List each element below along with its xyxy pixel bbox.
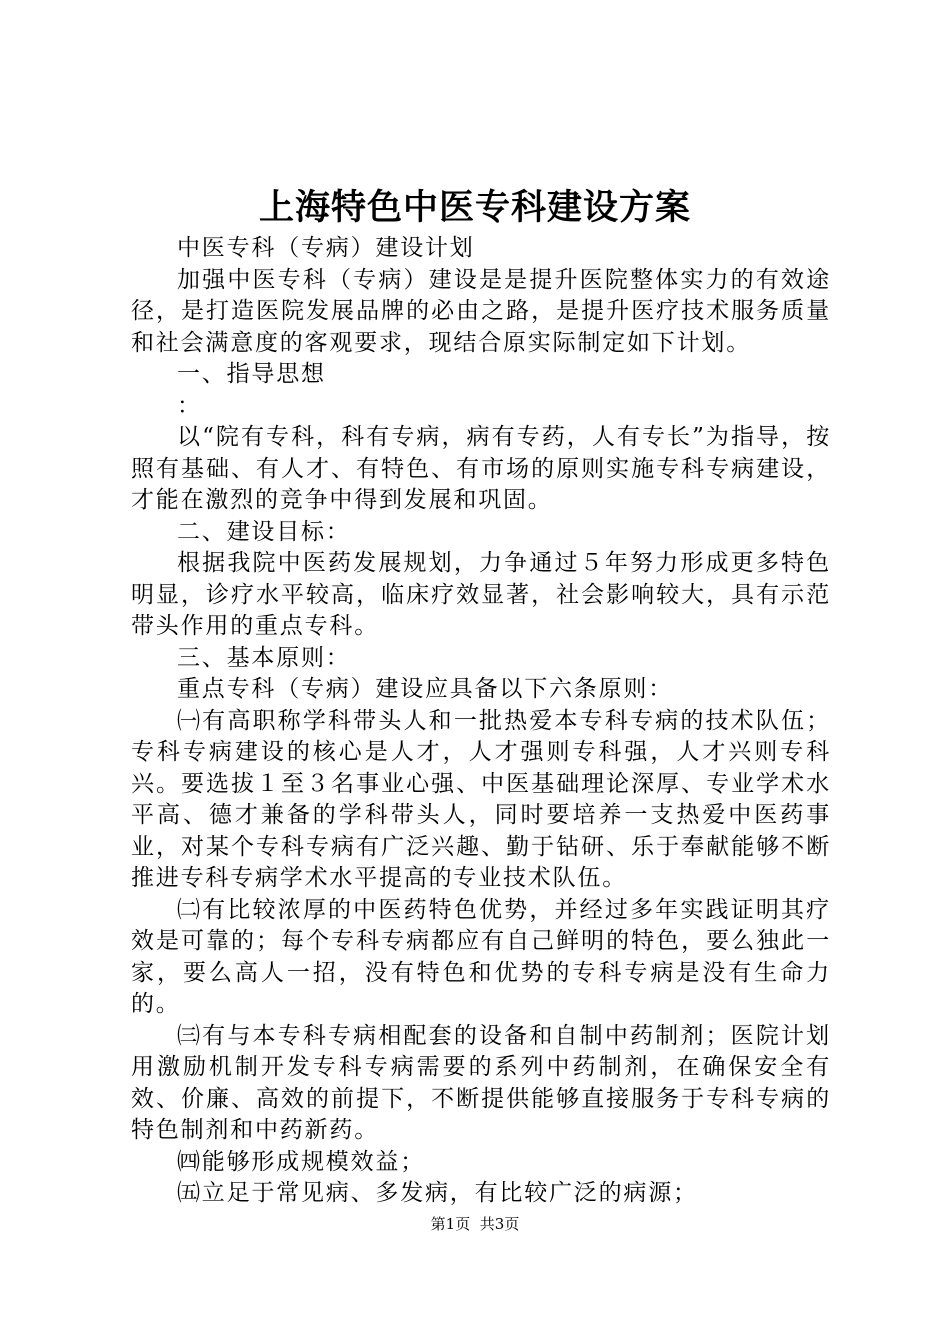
principle-item: ㈡有比较浓厚的中医药特色优势，并经过多年实践证明其疗效是可靠的；每个专科专病都应有自己鲜明的特色，要么独此一家，要么高人一招，没有特色和优势的专科专病是没有生命力的。 [131,896,831,1017]
colon-line: ： [177,392,202,419]
page-label: 第 [430,1215,446,1233]
document-body [131,233,831,1210]
page-footer [0,1213,950,1235]
principle-item: ㈤立足于常见病、多发病，有比较广泛的病源； [177,1180,698,1206]
section-heading: 三、基本原则： [177,644,351,671]
body-paragraph: 重点专科（专病）建设应具备以下六条原则： [177,676,673,702]
principle-item: ㈠有高职称学科带头人和一批热爱本专科专病的技术队伍；专科专病建设的核心是人才，人才强则专科强，人才兴则专科兴。要选拔１至３名事业心强、中医基础理论深厚、专业学术水平高、德才兼备的学科带头人，同时要培养一支热爱中医药事业，对某个专科专病有广泛兴趣、勤于钻研、乐于奉献能够不断推进专科专病学术水平提高的专业技术队伍。 [131,707,831,891]
page-total: 3 [494,1215,505,1233]
principle-item: ㈣能够形成规模效益； [177,1148,425,1175]
section-heading: 中医专科（专病）建设计划 [177,235,475,261]
document-title: 上海特色中医专科建设方案 [258,187,691,228]
body-paragraph: 以“院有专科，科有专病，病有专药，人有专长”为指导，按照有基础、有人才、有特色、有市场的原则实施专科专病建设，才能在激烈的竞争中得到发展和巩固。 [131,424,831,513]
body-paragraph: 根据我院中医药发展规划，力争通过５年努力形成更多特色明显，诊疗水平较高，临床疗效显著，社会影响较大，具有示范带头作用的重点专科。 [131,550,831,639]
page-current: 1 [445,1215,456,1233]
principle-item: ㈢有与本专科专病相配套的设备和自制中药制剂；医院计划用激励机制开发专科专病需要的系列中药制剂，在确保安全有效、价廉、高效的前提下，不断提供能够直接服务于专科专病的特色制剂和中药新药。 [131,1022,831,1143]
body-paragraph: 加强中医专科（专病）建设是是提升医院整体实力的有效途径，是打造医院发展品牌的必由之路，是提升医疗技术服务质量和社会满意度的客观要求，现结合原实际制定如下计划。 [131,266,831,356]
total-label: 共 [479,1215,495,1233]
section-heading: 一、指导思想 [177,361,326,387]
total-unit: 页 [504,1215,520,1233]
page-unit: 页 [455,1215,471,1233]
section-heading: 二、建设目标： [177,518,351,545]
